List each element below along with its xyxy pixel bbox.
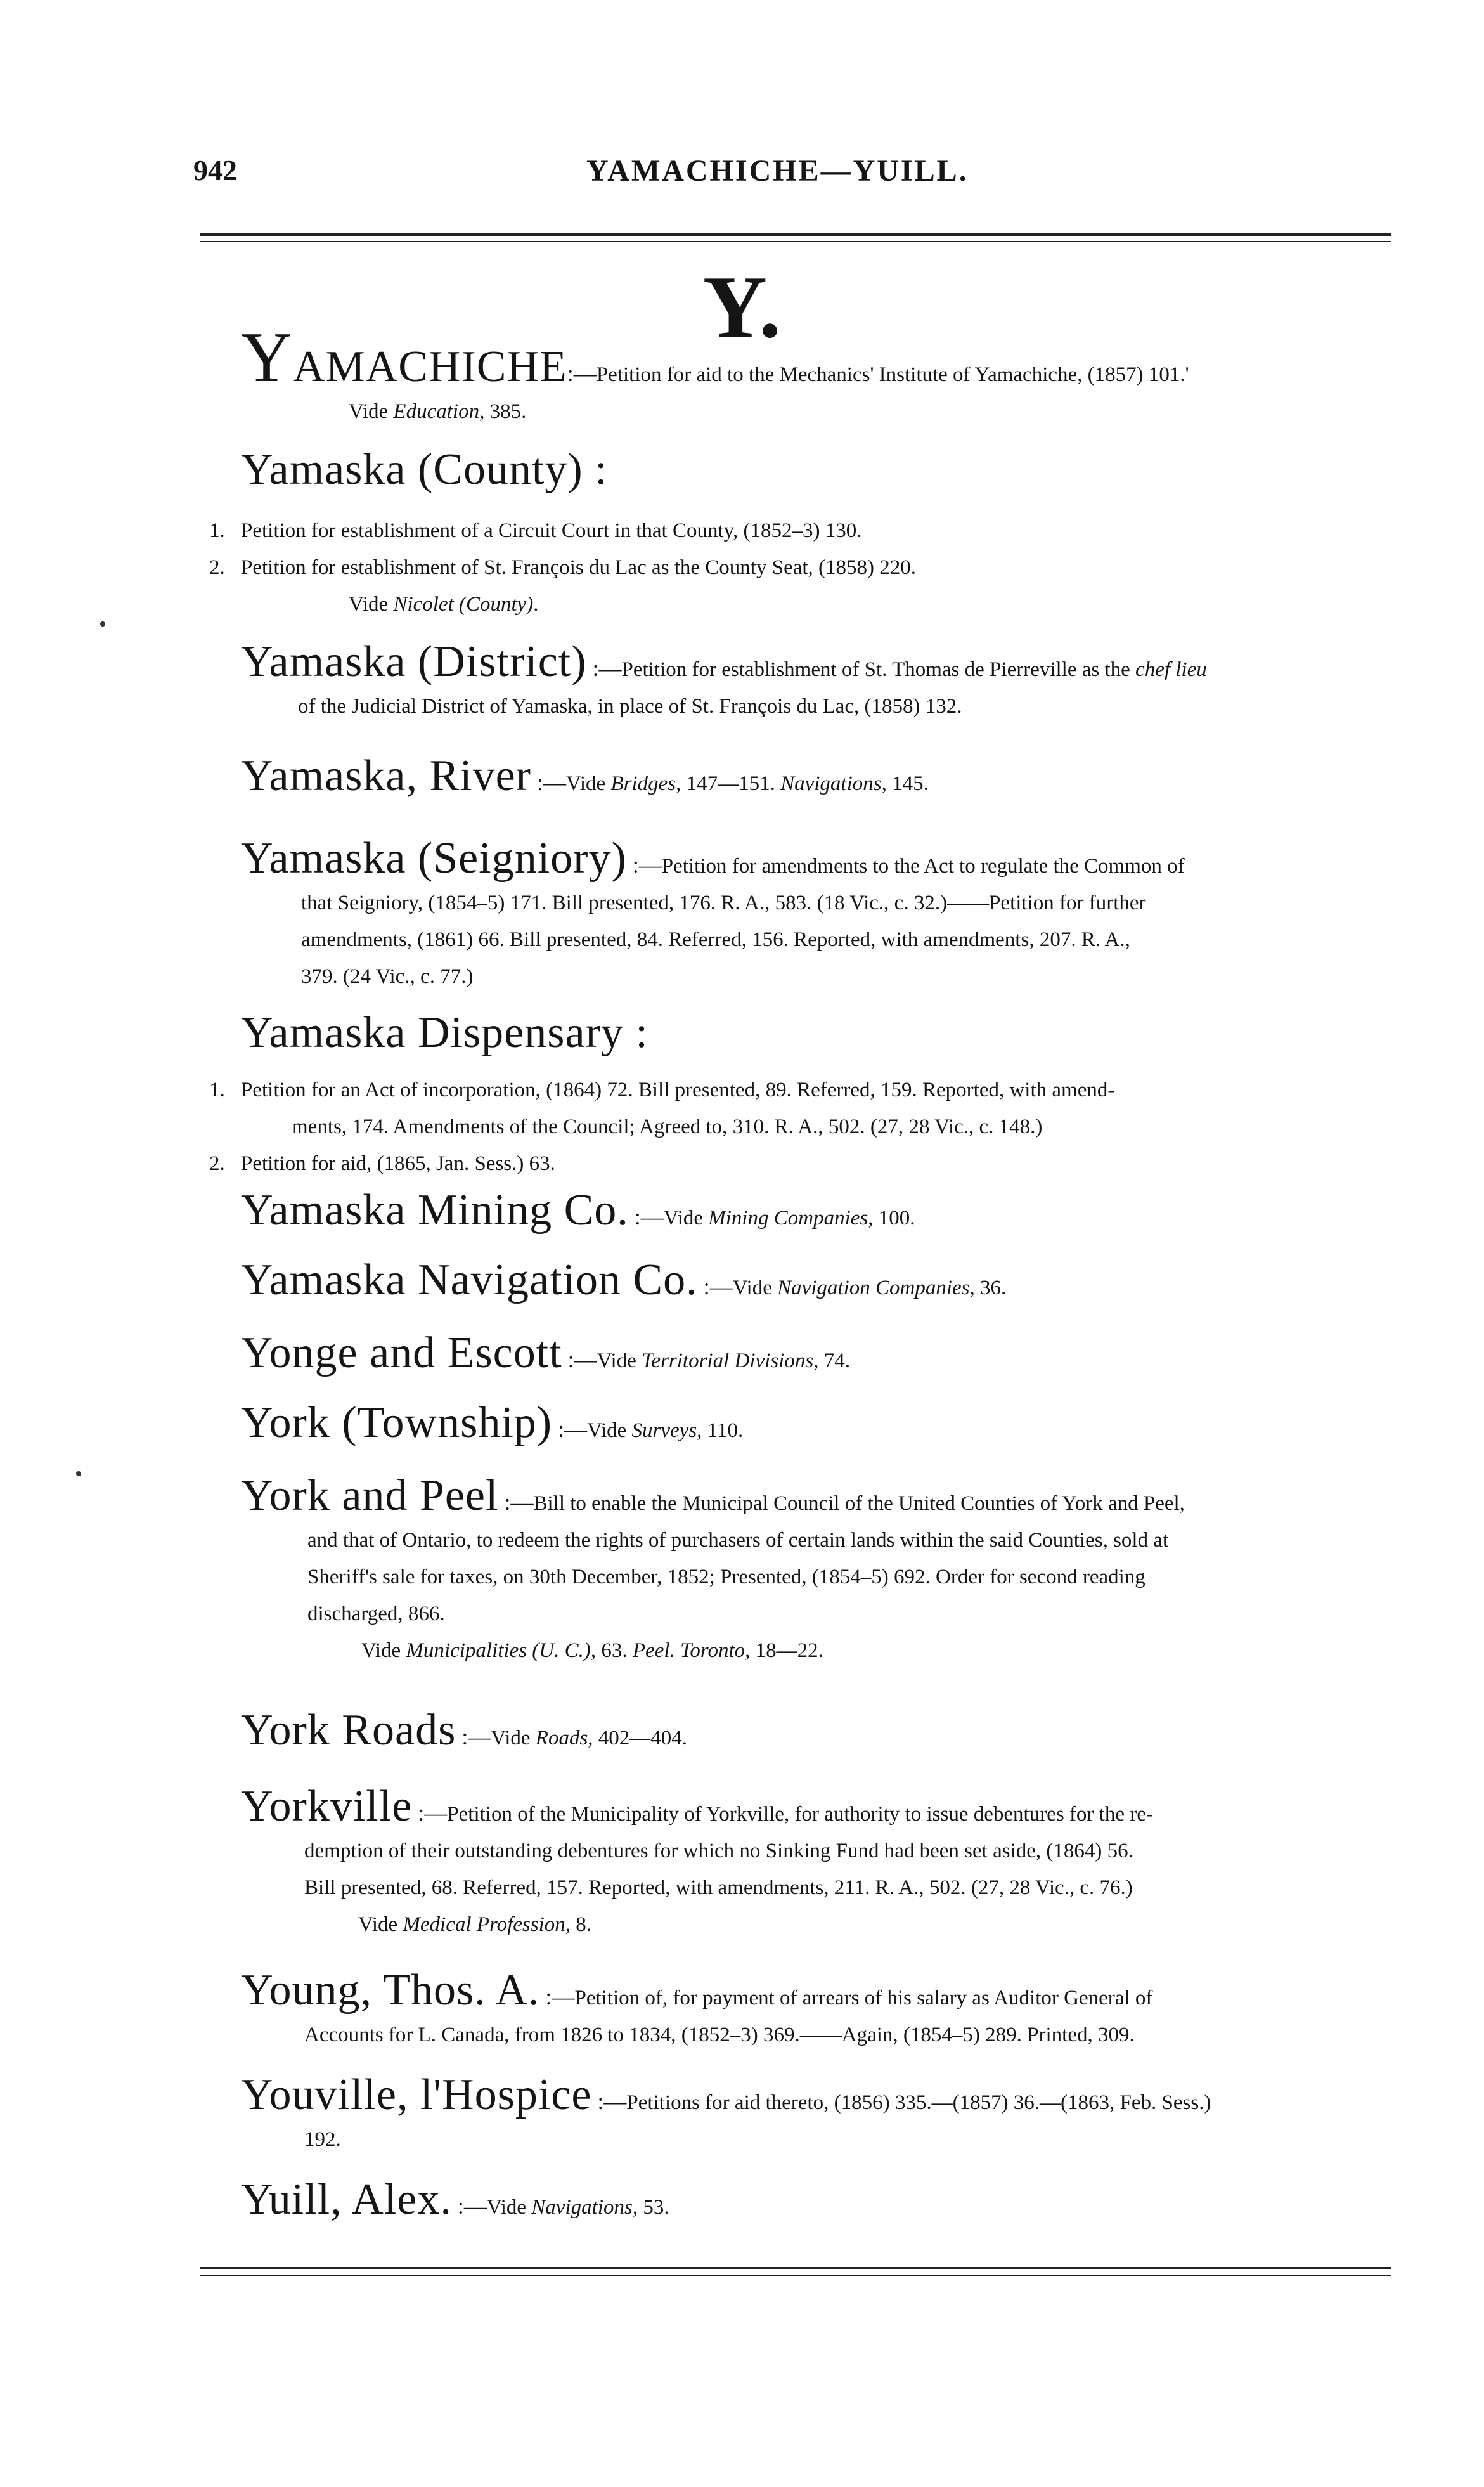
entry-york-township: York (Township) :—Vide Surveys, 110. — [241, 1398, 744, 1447]
entry-heading: Yamaska (District) — [241, 637, 587, 686]
entry-heading: Young, Thos. A. — [241, 1966, 540, 2015]
entry-yamachiche: YAMACHICHE:—Petition for aid to the Mechanics' Institute of Yamachiche, (1857) 101.' Vide Education, 385. — [241, 339, 1401, 430]
numbered-item: 2. Petition for establishment of St. François du Lac as the County Seat, (1858) 220. — [209, 556, 917, 579]
page-number: 942 — [193, 154, 237, 186]
entry-text: Petition for aid to the Mechanics' Institute of Yamachiche, (1857) 101.' — [596, 363, 1189, 386]
entry-yamaska-county — [241, 445, 1401, 496]
entry-yamaska-river: Yamaska, River :—Vide Bridges, 147—151. Navigations, 145. — [241, 751, 929, 800]
entry-heading: Yorkville — [241, 1782, 413, 1831]
entry-heading: Yamaska Mining Co. — [241, 1186, 629, 1235]
margin-mark — [100, 621, 105, 627]
entry-heading: Yamaska, River — [241, 751, 531, 800]
numbered-item: 1. Petition for establishment of a Circuit Court in that County, (1852–3) 130. — [209, 519, 862, 542]
entry-youville: Youville, l'Hospice :—Petitions for aid thereto, (1856) 335.—(1857) 36.—(1863, Feb. Sess.) 192. — [241, 2070, 1211, 2151]
header-rule — [200, 233, 1391, 242]
vide-reference: Vide Medical Profession, 8. — [358, 1913, 591, 1936]
vide-reference: Vide Municipalities (U. C.), 63. Peel. Toronto, 18—22. — [361, 1639, 823, 1662]
entry-heading: Yamaska (Seigniory) — [241, 834, 627, 883]
entry-yorkville: Yorkville :—Petition of the Municipality of Yorkville, for authority to issue debentures for the re- demption of their outstanding debentures for which no Sinking Fund had been set aside, (1864) 56. Bill presented, 68. Referred, 157. Reported, with amendments, 211. R. A., 502. (27, 28 Vic., c. 76.) Vide Medical Profession, 8. — [241, 1788, 1401, 1943]
entry-heading: York Roads — [241, 1706, 456, 1755]
footer-rule — [200, 2267, 1391, 2276]
entry-yamaska-dispensary — [241, 1008, 1401, 1059]
margin-mark — [76, 1471, 81, 1476]
running-title: YAMACHICHE—YUILL. — [586, 154, 969, 188]
entry-heading: Yuill, Alex. — [241, 2175, 452, 2224]
entry-yamaska-seigniory: Yamaska (Seigniory) :—Petition for amendments to the Act to regulate the Common of that Seigniory, (1854–5) 171. Bill presented, 176. R. A., 583. (18 Vic., c. 32.)——Petition for further amendments, (1861) 66. Bill presented, 84. Referred, 156. Reported, with amendments, 207. R. A., 379. (24 Vic., c. 77.) — [241, 834, 1185, 988]
vide-reference: Vide Nicolet (County). — [349, 593, 539, 616]
entry-yuill: Yuill, Alex. :—Vide Navigations, 53. — [241, 2175, 669, 2224]
entry-york-peel: York and Peel :—Bill to enable the Municipal Council of the United Counties of York and Peel, and that of Ontario, to redeem the rights of purchasers of certain lands within the said Counties, sold at Sheriff's sale for taxes, on 30th December, 1852; Presented, (1854–5) 692. Order for second reading discharged, 866. Vide Municipalities (U. C.), 63. Peel. Toronto, 18—22. — [241, 1477, 1401, 1669]
entry-heading: Yamaska (County) : — [241, 445, 608, 494]
entry-yamaska-mining: Yamaska Mining Co. :—Vide Mining Companies, 100. — [241, 1186, 915, 1235]
entry-heading: York (Township) — [241, 1398, 553, 1447]
entry-heading: Yamaska Dispensary : — [241, 1008, 648, 1057]
entry-heading: Yonge and Escott — [241, 1328, 562, 1377]
entry-yamaska-district: Yamaska (District) :—Petition for establishment of St. Thomas de Pierreville as the chef lieu of the Judicial District of Yamaska, in place of St. François du Lac, (1858) 132. — [241, 637, 1207, 718]
numbered-item: 1. Petition for an Act of incorporation, (1864) 72. Bill presented, 89. Referred, 159. Reported, with amend- — [209, 1079, 1115, 1101]
entry-heading: AMACHICHE — [292, 342, 567, 391]
running-head — [193, 153, 1398, 204]
entry-young: Young, Thos. A. :—Petition of, for payment of arrears of his salary as Auditor General of Accounts for L. Canada, from 1826 to 1834, (1852–3) 369.——Again, (1854–5) 289. Printed, 309. — [241, 1966, 1153, 2046]
entry-yamaska-county-items — [209, 512, 1369, 623]
entry-yonge-escott: Yonge and Escott :—Vide Territorial Divisions, 74. — [241, 1328, 850, 1377]
section-letter-heading: Y. — [702, 258, 782, 356]
entry-heading-initial: Y — [241, 318, 293, 397]
numbered-item: 2. Petition for aid, (1865, Jan. Sess.) 63. — [209, 1152, 555, 1175]
entry-heading: Youville, l'Hospice — [241, 2070, 592, 2119]
entry-york-roads: York Roads :—Vide Roads, 402—404. — [241, 1706, 688, 1755]
entry-heading: Yamaska Navigation Co. — [241, 1256, 698, 1304]
entry-yamaska-navigation: Yamaska Navigation Co. :—Vide Navigation Companies, 36. — [241, 1256, 1007, 1304]
entry-heading: York and Peel — [241, 1471, 499, 1520]
vide-reference: Vide Education, 385. — [349, 400, 527, 423]
entry-yamaska-dispensary-items: 1. Petition for an Act of incorporation, (1864) 72. Bill presented, 89. Referred, 159. Reported, with amend- ments, 174. Amendments of the Council; Agreed to, 310. R. A., 502. (27, 28 Vic., c. 148.) 2. Petition for aid, (1865, Jan. Sess.) 63. — [209, 1072, 1369, 1182]
